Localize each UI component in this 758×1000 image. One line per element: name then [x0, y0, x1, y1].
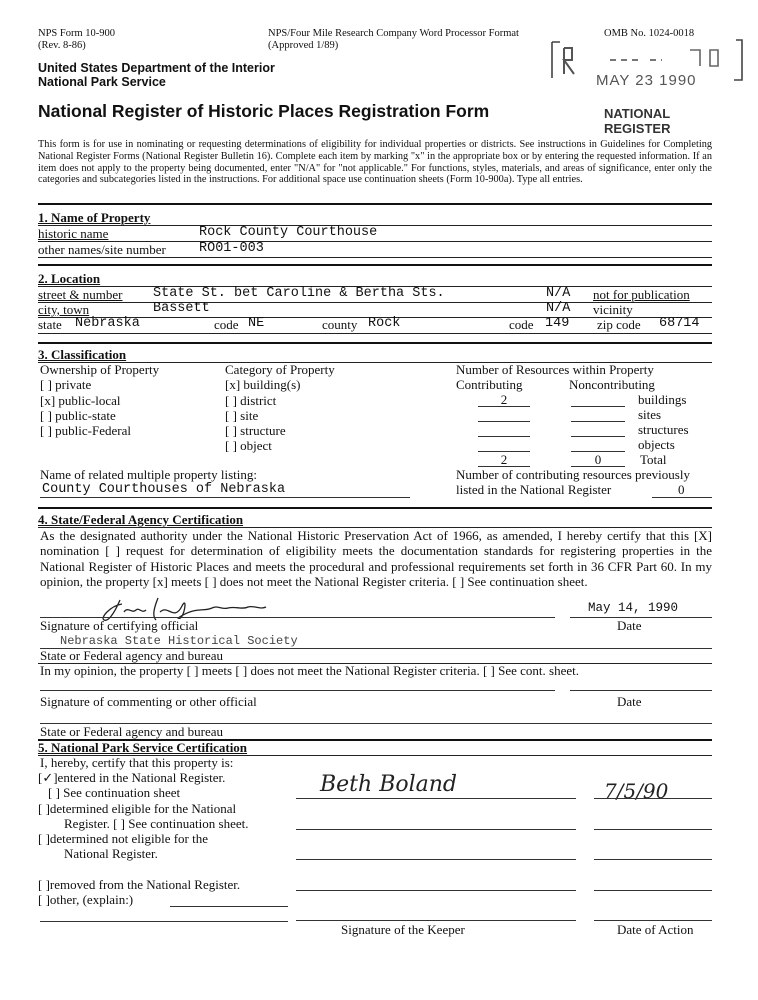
historic-name-label: historic name [38, 226, 109, 241]
county-code-label: code [509, 317, 534, 332]
ownership-public-federal[interactable]: [ ] public-Federal [40, 423, 131, 438]
nps-intro: I, hereby, certify that this property is: [40, 755, 234, 770]
field-line [296, 798, 576, 799]
field-line [296, 890, 576, 891]
service: National Park Service [38, 75, 166, 89]
ownership-public-local[interactable]: [x] public-local [40, 393, 121, 408]
field-line [40, 690, 555, 691]
contributing-heading: Contributing [456, 377, 523, 392]
county-label: county [322, 317, 358, 332]
not-eligible-register: National Register. [64, 846, 158, 861]
previous-listed-label-1: Number of contributing resources previously [456, 467, 690, 482]
eligible-continuation[interactable]: Register. [ ] See continuation sheet. [64, 816, 249, 831]
field-line [571, 406, 625, 407]
resource-type-label: Total [640, 452, 667, 467]
other-explain[interactable]: [ ]other, (explain:) [38, 892, 134, 907]
certification-paragraph: As the designated authority under the National Historic Preservation Act of 1966, as amended, I hereby certify that this [X] nomination [ ] request for determination of eligibility meets the documentation standards for registering properties in the National Register of Historic Places and meets the procedural and professional requirements set forth in 36 CFR Part 60. In my opinion, the property [x] meets [ ] does not meet the National Register criteria. [ ] See continuation sheet. [40, 528, 712, 590]
previous-listed-value[interactable]: 0 [678, 482, 685, 497]
category-heading: Category of Property [225, 362, 335, 377]
section-4-heading: 4. State/Federal Agency Certification [38, 512, 244, 527]
field-line [40, 921, 288, 922]
certification-date-label: Date [617, 618, 642, 633]
stamp-national: NATIONAL [604, 106, 671, 121]
removed-from-register[interactable]: [ ]removed from the National Register. [38, 877, 241, 892]
state-value[interactable]: Nebraska [75, 316, 140, 331]
field-line [296, 859, 576, 860]
department: United States Department of the Interior [38, 61, 275, 75]
field-line [594, 920, 712, 921]
resources-heading: Number of Resources within Property [456, 362, 654, 377]
field-line [40, 497, 410, 498]
not-for-publication: not for publication [593, 287, 690, 302]
contributing-count[interactable]: 2 [500, 392, 508, 407]
category-object[interactable]: [ ] object [225, 438, 272, 453]
section-3-heading: 3. Classification [38, 347, 127, 362]
related-listing-value[interactable]: County Courthouses of Nebraska [42, 482, 286, 497]
zip-label: zip code [597, 317, 641, 332]
county-value[interactable]: Rock [368, 316, 401, 331]
section-1-heading: 1. Name of Property [38, 210, 151, 225]
historic-name-value[interactable]: Rock County Courthouse [199, 225, 378, 240]
agency-label: State or Federal agency and bureau [40, 648, 224, 663]
section-5-heading: 5. National Park Service Certification [38, 740, 248, 755]
state-label: state [38, 317, 62, 332]
contributing-count[interactable]: 2 [500, 452, 508, 467]
street-label: street & number [38, 287, 123, 302]
other-names-value[interactable]: RO01-003 [199, 241, 264, 256]
opinion-statement: In my opinion, the property [ ] meets [ ] does not meet the National Register criteria. [ ] See cont. sheet. [40, 663, 579, 678]
determined-eligible[interactable]: [ ]determined eligible for the National [38, 801, 237, 816]
field-line [296, 829, 576, 830]
field-line [478, 406, 530, 407]
form-revision: (Rev. 8-86) [38, 40, 86, 51]
keeper-date: 7/5/90 [604, 779, 669, 803]
county-code-value[interactable]: 149 [545, 316, 570, 331]
field-line [478, 421, 530, 422]
format-line: NPS/Four Mile Research Company Word Processor Format [268, 28, 519, 39]
divider [38, 257, 712, 258]
resource-type-label: structures [638, 422, 689, 437]
field-line [570, 690, 712, 691]
field-line [170, 906, 288, 907]
vicinity-label: vicinity [593, 302, 633, 317]
approved-line: (Approved 1/89) [268, 40, 339, 51]
ownership-public-state[interactable]: [ ] public-state [40, 408, 116, 423]
field-line [478, 436, 530, 437]
category-buildings[interactable]: [x] building(s) [225, 377, 301, 392]
instructions: This form is for use in nominating or requesting determinations of eligibility for individual properties or districts. See instructions in Guidelines for Completing National Register Forms (National Register Bulletin 16). Complete each item by marking "x" in the appropriate box or by entering the requested information. If an item does not apply to the property being documented, enter "N/A" for "not applicable." For functions, styles, materials, and areas of significance, enter only the categories and subcategories listed in the instructions. For additional space use continuation sheets (Form 10-900a). Type all entries. [38, 139, 712, 186]
certification-date[interactable]: May 14, 1990 [588, 601, 679, 615]
omb-number: OMB No. 1024-0018 [604, 28, 695, 39]
page-title: National Register of Historic Places Registration Form [38, 101, 490, 121]
divider [38, 333, 712, 334]
resource-type-label: objects [638, 437, 675, 452]
agency-value[interactable]: Nebraska State Historical Society [60, 634, 298, 648]
field-line [594, 859, 712, 860]
state-code-label: code [214, 317, 239, 332]
resource-type-label: buildings [638, 392, 687, 407]
field-line [571, 421, 625, 422]
related-listing-label: Name of related multiple property listing: [40, 467, 257, 482]
determined-not-eligible[interactable]: [ ]determined not eligible for the [38, 831, 209, 846]
field-line [571, 436, 625, 437]
field-line [652, 497, 712, 498]
zip-value[interactable]: 68714 [659, 316, 700, 331]
ownership-private[interactable]: [ ] private [40, 377, 92, 392]
entered-in-register[interactable]: [✓]entered in the National Register. [38, 770, 226, 785]
nfp-na[interactable]: N/A [546, 286, 571, 301]
field-line [296, 920, 576, 921]
field-line [594, 829, 712, 830]
city-label: city, town [38, 302, 90, 317]
keeper-signature: Beth Boland [320, 772, 458, 797]
commenting-signature-label: Signature of commenting or other official [40, 694, 257, 709]
stamp-register: REGISTER [604, 121, 671, 136]
category-structure[interactable]: [ ] structure [225, 423, 286, 438]
certifying-signature-label: Signature of certifying official [40, 618, 199, 633]
section-2-heading: 2. Location [38, 271, 101, 286]
stamp-date: MAY 23 1990 [596, 72, 697, 89]
divider [38, 203, 712, 205]
ownership-heading: Ownership of Property [40, 362, 160, 377]
commenting-date-label: Date [617, 694, 642, 709]
noncontributing-heading: Noncontributing [569, 377, 655, 392]
noncontributing-count[interactable]: 0 [594, 452, 602, 467]
previous-listed-label-2: listed in the National Register [456, 482, 612, 497]
field-line [594, 890, 712, 891]
field-line [594, 798, 712, 799]
resource-type-label: sites [638, 407, 662, 422]
vicinity-na[interactable]: N/A [546, 301, 571, 316]
agency2-label: State or Federal agency and bureau [40, 724, 224, 739]
other-names-label: other names/site number [38, 242, 166, 257]
category-district[interactable]: [ ] district [225, 393, 277, 408]
date-of-action-label: Date of Action [617, 922, 694, 937]
entered-continuation[interactable]: [ ] See continuation sheet [48, 785, 181, 800]
divider [38, 342, 712, 344]
keeper-signature-label: Signature of the Keeper [341, 922, 465, 937]
street-value[interactable]: State St. bet Caroline & Bertha Sts. [153, 286, 445, 301]
city-value[interactable]: Bassett [153, 301, 210, 316]
form-number: NPS Form 10-900 [38, 28, 116, 39]
divider [38, 507, 712, 509]
state-code-value[interactable]: NE [248, 316, 265, 331]
category-site[interactable]: [ ] site [225, 408, 259, 423]
divider [38, 264, 712, 266]
